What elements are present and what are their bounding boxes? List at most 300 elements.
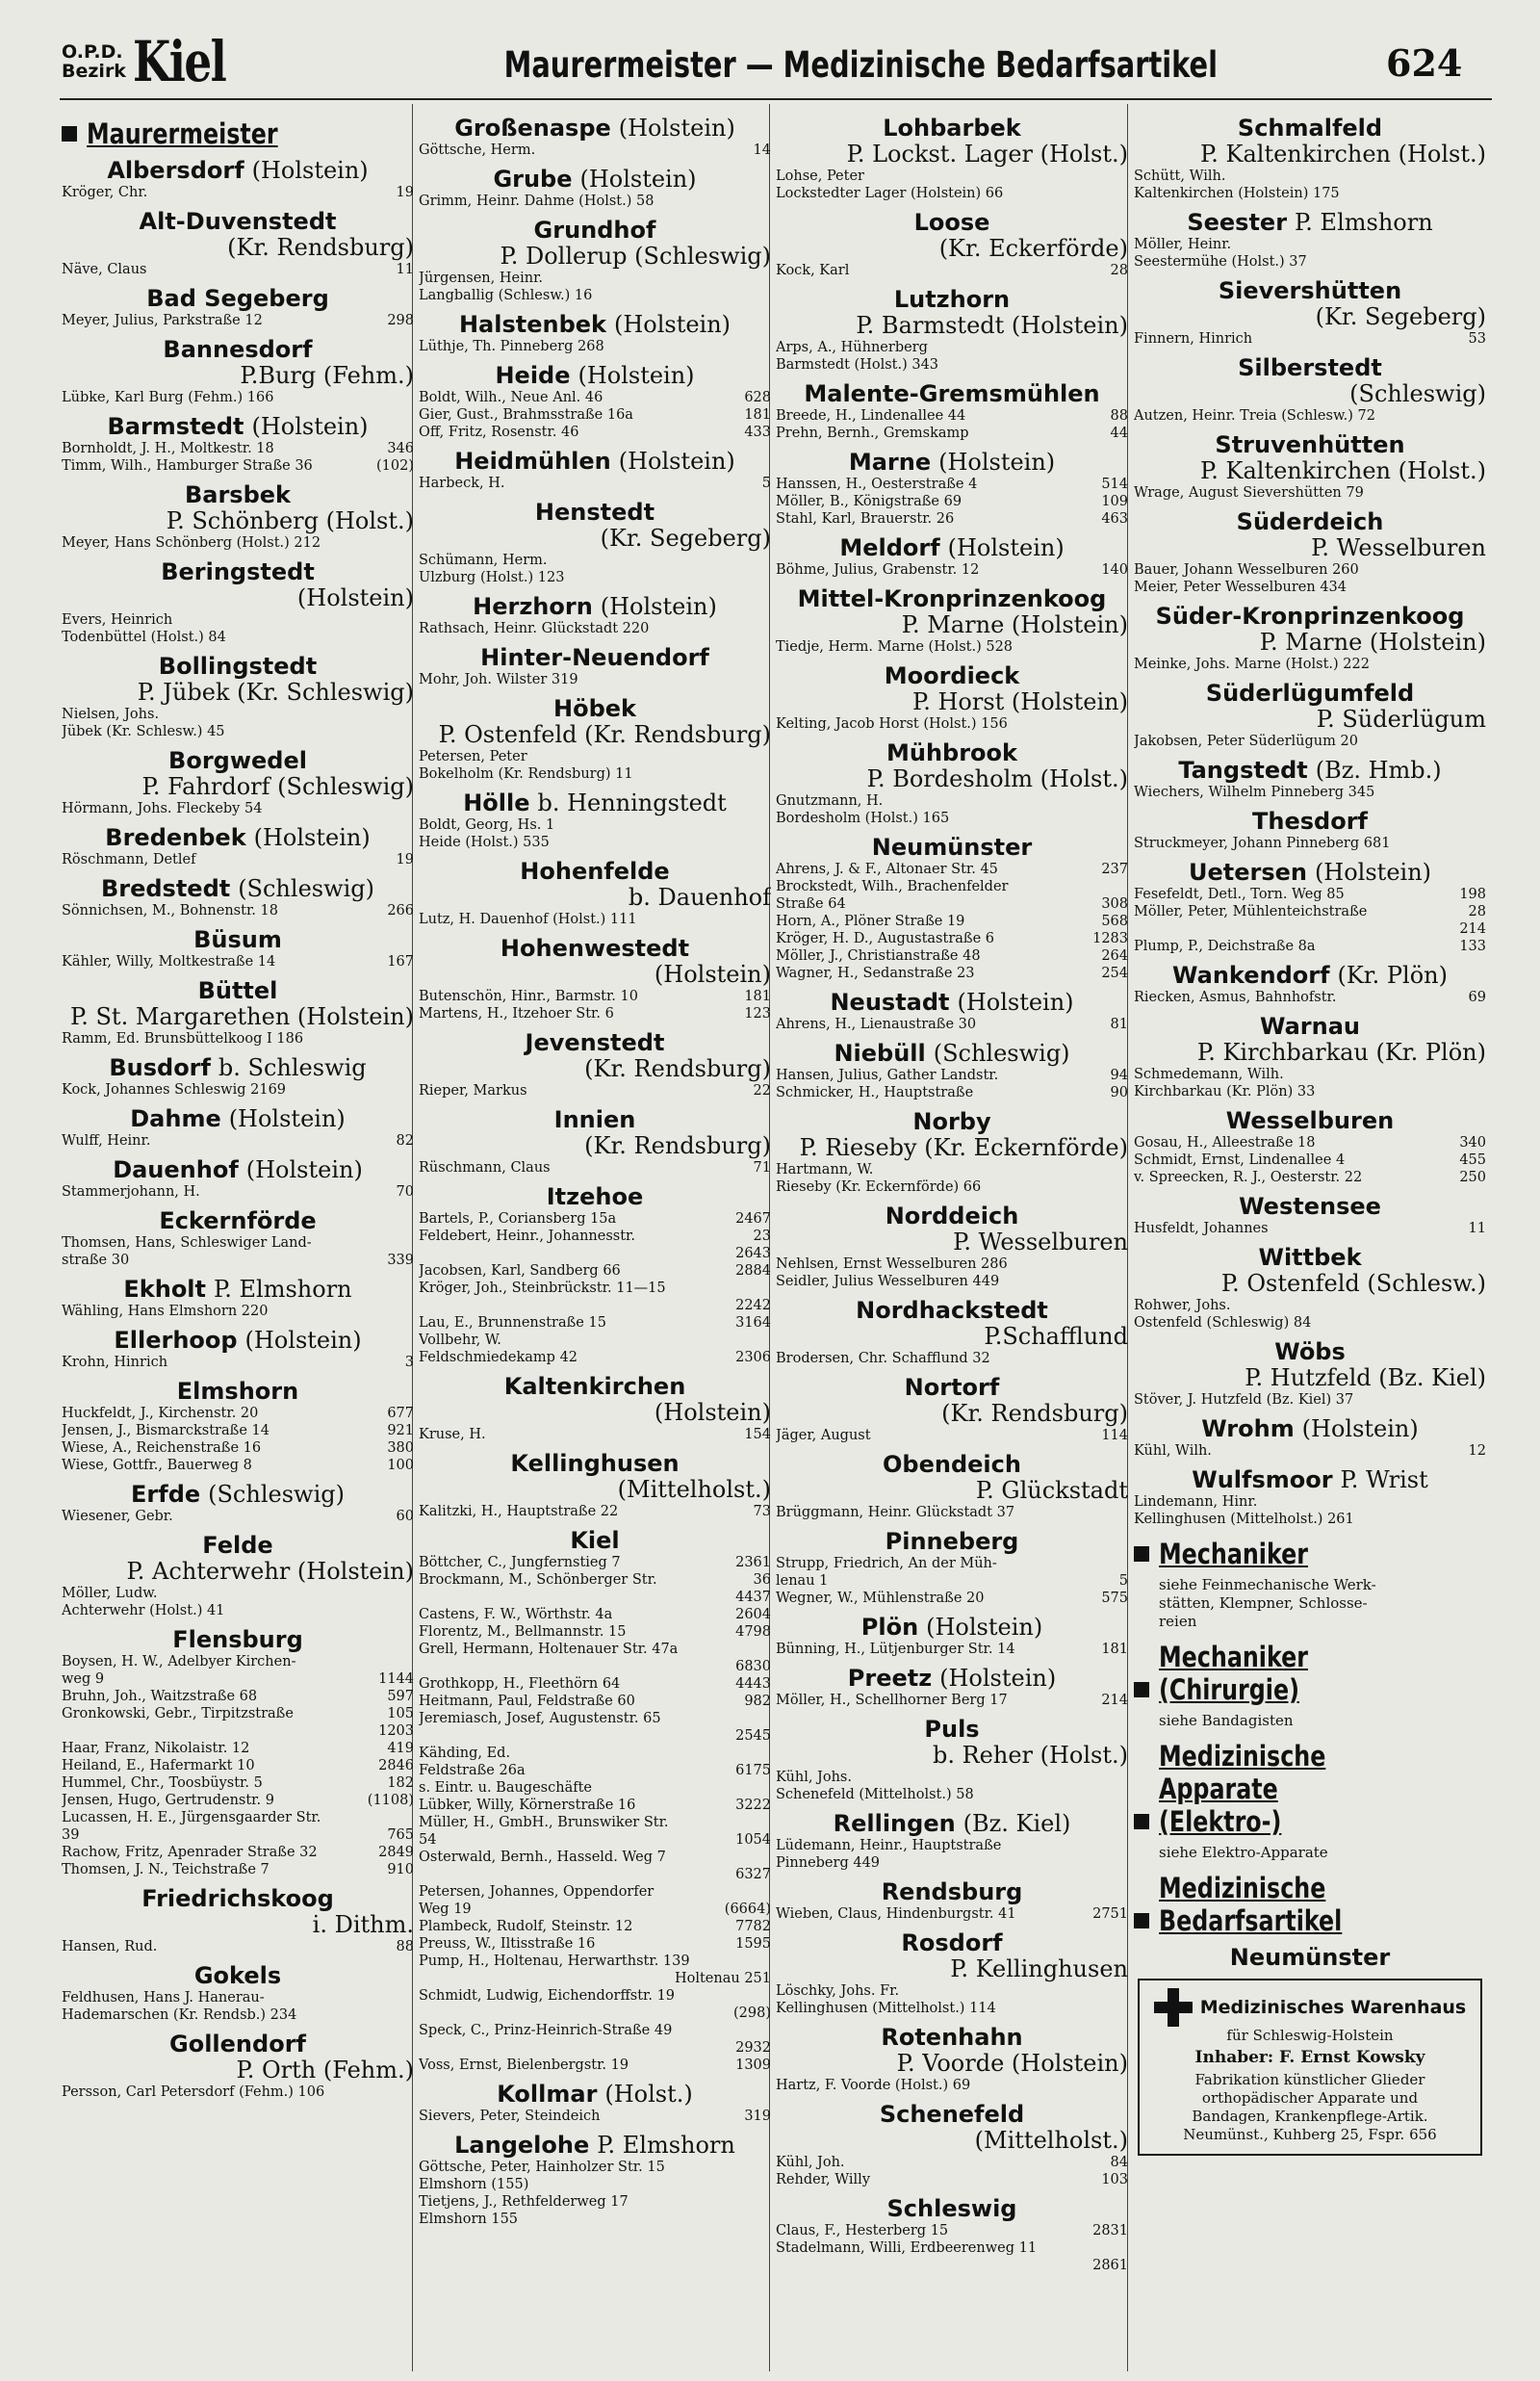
entry-number: 19	[396, 185, 414, 200]
place-qualifier: (Holstein)	[600, 593, 717, 620]
directory-entry	[776, 476, 1128, 493]
entry-number: 36	[753, 1572, 771, 1588]
entry-name: Schütt, Wilh. Kaltenkirchen (Holstein) 175	[1134, 168, 1340, 201]
entry-number: 167	[387, 954, 414, 970]
entry-name: Lübke, Karl Burg (Fehm.) 166	[62, 390, 274, 405]
place-name: Moordieck	[884, 662, 1020, 689]
place-qualifier: (Holstein)	[245, 1156, 363, 1183]
entry-name: Böttcher, C., Jungfernstieg 7	[419, 1555, 621, 1570]
place-heading	[419, 695, 771, 748]
directory-entry	[1134, 1220, 1486, 1237]
entry-name: Sönnichsen, M., Bohnenstr. 18	[62, 903, 278, 919]
place-name: Barsbek	[184, 481, 292, 508]
place-heading	[62, 1054, 414, 1081]
directory-entry	[776, 947, 1128, 965]
place-qualifier: P. Elmshorn	[213, 1276, 352, 1303]
directory-entry	[62, 1792, 414, 1809]
entry-number: Holtenau 251	[674, 1971, 771, 1986]
place-name: Nortorf	[904, 1374, 1000, 1401]
entry-name	[62, 1722, 372, 1740]
entry-name	[419, 2005, 728, 2022]
entry-name: Haar, Franz, Nikolaistr. 12	[62, 1741, 250, 1756]
directory-entry	[419, 1779, 771, 1797]
entry-name	[776, 2257, 1087, 2274]
entry-number: 70	[396, 1184, 414, 1200]
entry-name: Wieben, Claus, Hindenburgstr. 41	[776, 1906, 1016, 1922]
place-name: Heide	[495, 362, 571, 389]
place-heading	[776, 1810, 1128, 1837]
place-heading	[776, 534, 1128, 561]
place-qualifier: (Schleswig)	[933, 1040, 1070, 1067]
entry-name: Harbeck, H.	[419, 476, 505, 491]
entry-name: Hartmann, W. Rieseby (Kr. Eckernförde) 66	[776, 1162, 982, 1195]
entry-name: Möller, Peter, Mühlenteichstraße	[1134, 904, 1368, 919]
directory-entry	[62, 1354, 414, 1371]
directory-entry	[1134, 330, 1486, 348]
place-name: Tangstedt	[1178, 757, 1308, 784]
place-name: Bredenbek	[105, 824, 246, 851]
directory-entry	[1134, 484, 1486, 502]
place-heading	[419, 1106, 771, 1159]
place-qualifier: (Kr. Rendsburg)	[584, 1132, 771, 1159]
directory-entry	[62, 440, 414, 457]
entry-name: Ahrens, J. & F., Altonaer Str. 45	[776, 862, 998, 877]
entry-number: 982	[744, 1694, 771, 1709]
place-qualifier: P. Glückstadt	[975, 1477, 1128, 1504]
place-qualifier: (Holstein)	[654, 961, 771, 988]
place-qualifier: (Holst.)	[604, 2081, 693, 2108]
entry-name: Timm, Wilh., Hamburger Straße 36	[62, 458, 313, 474]
place-qualifier: P. Marne (Holstein)	[901, 611, 1128, 638]
entry-name: Kruse, H.	[419, 1427, 486, 1442]
entry-name: Arps, A., Hühnerberg Barmstedt (Holst.) 343	[776, 340, 939, 373]
directory-entry	[419, 1159, 771, 1177]
page-header	[0, 0, 1540, 100]
entry-name: Pump, H., Holtenau, Herwarthstr. 139	[419, 1954, 690, 1969]
district-city: Kiel	[133, 29, 226, 94]
place-name: Obendeich	[883, 1451, 1021, 1478]
directory-entry	[776, 1273, 1128, 1290]
section-heading	[1134, 1872, 1486, 1937]
entry-number: (6664)	[724, 1902, 771, 1917]
place-name: Marne	[848, 449, 932, 476]
place-heading	[1134, 859, 1486, 886]
directory-entry	[776, 715, 1128, 733]
directory-entry	[776, 2077, 1128, 2094]
place-name: Großenaspe	[454, 115, 611, 142]
entry-number: 765	[387, 1827, 414, 1843]
entry-name	[419, 2039, 730, 2057]
place-heading	[419, 1373, 771, 1426]
directory-entry	[776, 407, 1128, 425]
entry-name: Brockmann, M., Schönberger Str.	[419, 1572, 657, 1588]
entry-name: Florentz, M., Bellmannstr. 15	[419, 1624, 627, 1640]
place-heading	[1134, 115, 1486, 168]
directory-entry	[419, 1935, 771, 1953]
place-heading	[62, 977, 414, 1030]
entry-name: Brüggmann, Heinr. Glückstadt 37	[776, 1505, 1015, 1520]
section-bullet-icon	[62, 126, 77, 142]
place-name: Halstenbek	[458, 311, 606, 338]
entry-number: 921	[387, 1423, 414, 1438]
place-name: Schmalfeld	[1237, 115, 1383, 142]
entry-number: 298	[387, 313, 414, 328]
entry-number: 339	[387, 1253, 414, 1268]
entry-number: 2643	[735, 1246, 771, 1261]
place-heading	[776, 115, 1128, 168]
entry-name: Petersen, Johannes, Oppendorfer Weg 19	[419, 1884, 654, 1917]
place-name: Büttel	[197, 977, 278, 1004]
directory-entry	[62, 800, 414, 817]
place-name: Rosdorf	[901, 1929, 1003, 1956]
place-qualifier: P. Dollerup (Schleswig)	[500, 243, 771, 270]
place-name: Bannesdorf	[163, 336, 313, 363]
section-title: Mechaniker (Chirurgie)	[1159, 1641, 1308, 1706]
place-qualifier: P. Achterwehr (Holstein)	[126, 1558, 414, 1585]
directory-entry	[62, 1457, 414, 1474]
entry-number: 88	[1110, 408, 1128, 424]
entry-number: 266	[387, 903, 414, 919]
directory-column-3	[776, 108, 1128, 2370]
place-name: Flensburg	[172, 1626, 303, 1653]
place-qualifier: (Schleswig)	[208, 1481, 345, 1508]
directory-entry	[419, 988, 771, 1005]
entry-number: 597	[387, 1689, 414, 1704]
place-heading	[1134, 1244, 1486, 1297]
place-qualifier: (Kr. Rendsburg)	[941, 1400, 1128, 1427]
directory-entry	[419, 1571, 771, 1589]
entry-name: Tietjens, J., Rethfelderweg 17 Elmshorn 155	[419, 2194, 629, 2227]
directory-entry	[776, 2257, 1128, 2274]
entry-number: 114	[1101, 1428, 1128, 1443]
place-name: Puls	[924, 1716, 980, 1743]
directory-entry	[419, 1970, 771, 1987]
entry-name: Schümann, Herm. Ulzburg (Holst.) 123	[419, 553, 565, 585]
entry-name: Kühl, Joh.	[776, 2155, 845, 2170]
place-name: Kiel	[570, 1527, 620, 1554]
directory-column-4	[1134, 108, 1486, 2370]
entry-name: Riecken, Asmus, Bahnhofstr.	[1134, 990, 1337, 1005]
place-name: Schleswig	[886, 2195, 1017, 2222]
directory-entry	[776, 2171, 1128, 2188]
entry-name: Gosau, H., Alleestraße 18	[1134, 1135, 1316, 1151]
place-heading	[1134, 1415, 1486, 1442]
place-qualifier: P. St. Margarethen (Holstein)	[69, 1003, 414, 1030]
entry-name: Brodersen, Chr. Schafflund 32	[776, 1351, 990, 1366]
place-qualifier: (Kr. Segeberg)	[600, 525, 771, 552]
place-name: Neumünster	[871, 834, 1033, 861]
entry-number: 28	[1110, 263, 1128, 278]
section-bullet-icon	[1134, 1546, 1149, 1562]
entry-number: 6830	[735, 1659, 771, 1674]
entry-name: Bünning, H., Lütjenburger Str. 14	[776, 1642, 1015, 1657]
entry-number: 4443	[735, 1676, 771, 1692]
directory-entry	[419, 2108, 771, 2125]
entry-number: 19	[396, 852, 414, 867]
entry-name: Kähler, Willy, Moltkestraße 14	[62, 954, 276, 970]
entry-name: Nielsen, Johs. Jübek (Kr. Schlesw.) 45	[62, 707, 225, 739]
place-qualifier: P. Süderlügum	[1316, 706, 1486, 733]
section-title: Medizinische Apparate (Elektro-)	[1159, 1740, 1326, 1838]
place-heading	[419, 858, 771, 911]
directory-entry	[62, 1439, 414, 1457]
place-qualifier: (Kr. Rendsburg)	[227, 234, 414, 261]
place-qualifier: (Holstein)	[579, 166, 697, 193]
place-name: Grube	[493, 166, 573, 193]
entry-name: Wiese, A., Reichenstraße 16	[62, 1440, 262, 1456]
place-heading	[62, 926, 414, 953]
place-heading	[419, 448, 771, 475]
place-name: Mühbrook	[886, 739, 1017, 766]
section-title: Medizinische Bedarfsartikel	[1159, 1872, 1343, 1937]
place-name: Lutzhorn	[893, 286, 1011, 313]
place-qualifier: (Holstein)	[1314, 859, 1432, 886]
directory-entry	[62, 851, 414, 868]
place-qualifier: P. Kaltenkirchen (Holst.)	[1199, 457, 1486, 484]
place-name: Silberstedt	[1238, 354, 1382, 381]
entry-number: 237	[1101, 862, 1128, 877]
entry-name: Wiese, Gottfr., Bauerweg 8	[62, 1458, 252, 1473]
entry-name: Hörmann, Johs. Fleckeby 54	[62, 801, 263, 816]
entry-name	[419, 1297, 730, 1314]
place-name: Norby	[912, 1108, 991, 1135]
entry-name: Kröger, Joh., Steinbrückstr. 11—15	[419, 1281, 666, 1296]
place-qualifier: (Kr. Plön)	[1337, 962, 1448, 989]
entry-number: 82	[396, 1133, 414, 1149]
directory-entry	[419, 552, 771, 586]
place-qualifier: P. Schönberg (Holst.)	[166, 507, 414, 534]
entry-number: 2849	[378, 1845, 414, 1860]
directory-entry	[419, 1814, 771, 1831]
directory-entry	[776, 262, 1128, 279]
entry-number: 23	[753, 1229, 771, 1244]
directory-entry	[62, 1183, 414, 1201]
entry-name: Grothkopp, H., Fleethörn 64	[419, 1676, 621, 1692]
directory-entry	[419, 1589, 771, 1606]
place-qualifier: P. Elmshorn	[1295, 209, 1433, 236]
directory-entry	[419, 193, 771, 210]
entry-name: Näve, Claus	[62, 262, 147, 277]
place-qualifier: P. Kirchbarkau (Kr. Plön)	[1196, 1039, 1486, 1066]
entry-name: Lüdemann, Heinr., Hauptstraße Pinneberg 449	[776, 1838, 1002, 1871]
place-qualifier: P. Wrist	[1340, 1466, 1428, 1493]
entry-number: 3	[404, 1355, 414, 1370]
place-heading	[1134, 354, 1486, 407]
entry-number: 214	[1101, 1693, 1128, 1708]
place-qualifier: b. Henningstedt	[537, 789, 727, 816]
directory-entry	[62, 706, 414, 740]
entry-number: 133	[1459, 939, 1486, 954]
place-heading	[776, 2101, 1128, 2154]
place-heading	[1134, 1193, 1486, 1220]
entry-name: Sievers, Peter, Steindeich	[419, 2109, 601, 2124]
directory-entry	[1134, 733, 1486, 750]
place-name: Alt-Duvenstedt	[139, 208, 337, 235]
place-heading	[419, 593, 771, 620]
directory-entry	[62, 184, 414, 201]
directory-entry	[419, 475, 771, 492]
place-qualifier: P. Hutzfeld (Bz. Kiel)	[1245, 1364, 1486, 1391]
place-heading	[776, 286, 1128, 339]
directory-entry	[1134, 835, 1486, 852]
directory-entry	[419, 406, 771, 424]
entry-name: Hartz, F. Voorde (Holst.) 69	[776, 2078, 971, 2093]
entry-name: Stadelmann, Willi, Erdbeerenweg 11	[776, 2240, 1038, 2256]
directory-entry	[776, 1555, 1128, 1590]
place-heading	[776, 1929, 1128, 1982]
directory-entry	[419, 1693, 771, 1710]
entry-number: (102)	[376, 458, 414, 474]
entry-name: Hansen, Julius, Gather Landstr.	[776, 1068, 999, 1083]
place-name: Malente-Gremsmühlen	[804, 380, 1100, 407]
directory-entry	[1134, 784, 1486, 801]
entry-number: 4437	[735, 1590, 771, 1605]
place-qualifier: P. Elmshorn	[597, 2132, 735, 2159]
entry-name: Jäger, August	[776, 1428, 871, 1443]
entry-name: Böhme, Julius, Grabenstr. 12	[776, 562, 980, 578]
entry-number: 11	[396, 262, 414, 277]
directory-entry	[419, 1503, 771, 1520]
place-name: Ekholt	[123, 1276, 207, 1303]
place-heading	[419, 2132, 771, 2159]
place-heading	[419, 935, 771, 988]
place-name: Wesselburen	[1225, 1107, 1395, 1134]
place-heading	[62, 653, 414, 706]
place-qualifier: P. Bordesholm (Holst.)	[866, 765, 1128, 792]
entry-name: Möller, Heinr. Seestermühe (Holst.) 37	[1134, 237, 1307, 270]
directory-entry	[1134, 168, 1486, 202]
place-heading	[62, 1327, 414, 1354]
directory-entry	[62, 1688, 414, 1705]
entry-number: 105	[387, 1706, 414, 1721]
place-qualifier: (Holstein)	[618, 448, 735, 475]
entry-number: 264	[1101, 948, 1128, 964]
entry-number: 214	[1459, 921, 1486, 937]
place-heading	[62, 1481, 414, 1508]
place-name: Kaltenkirchen	[503, 1373, 686, 1400]
entry-number: 22	[753, 1083, 771, 1099]
place-name: Lohbarbek	[883, 115, 1021, 142]
place-name: Jevenstedt	[525, 1029, 665, 1056]
entry-number: 3222	[735, 1798, 771, 1813]
place-qualifier: (Holstein)	[244, 1327, 362, 1354]
place-qualifier: (Holstein)	[251, 157, 369, 184]
directory-entry	[419, 1262, 771, 1280]
directory-entry	[776, 861, 1128, 878]
directory-entry	[776, 339, 1128, 374]
place-name: Erfde	[131, 1481, 201, 1508]
place-name: Höbek	[553, 695, 636, 722]
directory-column-1	[62, 108, 414, 2370]
entry-name: Plump, P., Deichstraße 8a	[1134, 939, 1316, 954]
place-name: Hohenfelde	[520, 858, 670, 885]
entry-number: 575	[1101, 1591, 1128, 1606]
place-heading	[62, 336, 414, 389]
place-name: Süderlügumfeld	[1205, 680, 1415, 707]
entry-name: Möller, B., Königstraße 69	[776, 494, 962, 509]
place-heading	[62, 413, 414, 440]
entry-name: Kröger, Chr.	[62, 185, 148, 200]
header-rule	[60, 98, 1492, 100]
entry-name: Jeremiasch, Josef, Augustenstr. 65	[419, 1711, 661, 1726]
place-qualifier: i. Dithm.	[312, 1911, 414, 1938]
place-heading	[419, 1527, 771, 1554]
entry-number: 2306	[735, 1350, 771, 1365]
entry-name: s. Eintr. u. Baugeschäfte	[419, 1780, 592, 1796]
place-name: Süderdeich	[1236, 508, 1384, 535]
place-name: Friedrichskoog	[141, 1885, 334, 1912]
place-qualifier: (Holstein)	[578, 362, 695, 389]
entry-name: Göttsche, Peter, Hainholzer Str. 15 Elmshorn (155)	[419, 2160, 665, 2192]
entry-number: 2467	[735, 1211, 771, 1227]
entry-name: Meier, Peter Wesselburen 434	[1134, 580, 1347, 595]
entry-name: Breede, H., Lindenallee 44	[776, 408, 966, 424]
entry-number: 455	[1459, 1152, 1486, 1168]
place-qualifier: (Holstein)	[947, 534, 1065, 561]
entry-number: 1203	[378, 1723, 414, 1739]
entry-name: Ramm, Ed. Brunsbüttelkoog I 186	[62, 1031, 304, 1047]
place-name: Plön	[860, 1614, 919, 1641]
place-name: Wöbs	[1274, 1338, 1346, 1365]
place-heading	[62, 1156, 414, 1183]
place-qualifier: P. Fahrdorf (Schleswig)	[141, 773, 414, 800]
place-heading	[776, 1374, 1128, 1427]
place-name: Langelohe	[454, 2132, 590, 2159]
place-heading	[419, 789, 771, 816]
directory-entry	[62, 1809, 414, 1844]
directory-entry	[419, 1797, 771, 1814]
entry-name: Lübker, Willy, Körnerstraße 16	[419, 1798, 636, 1813]
directory-entry	[776, 1161, 1128, 1196]
entry-name: Lutz, H. Dauenhof (Holst.) 111	[419, 912, 637, 927]
directory-entry	[776, 1692, 1128, 1709]
place-heading	[62, 2031, 414, 2083]
place-heading	[776, 1528, 1128, 1555]
entry-name: Kock, Karl	[776, 263, 850, 278]
entry-name: Kähding, Ed. Feldstraße 26a	[419, 1746, 526, 1778]
entry-number: 14	[753, 142, 771, 158]
place-heading	[62, 1532, 414, 1585]
place-heading	[776, 1451, 1128, 1504]
entry-name: Jensen, J., Bismarckstraße 14	[62, 1423, 270, 1438]
directory-entry	[419, 1866, 771, 1883]
entry-number: 44	[1110, 426, 1128, 441]
place-qualifier: P. Lockst. Lager (Holst.)	[846, 141, 1128, 168]
place-heading	[776, 989, 1128, 1016]
directory-entry	[62, 1234, 414, 1269]
entry-name: Mohr, Joh. Wilster 319	[419, 672, 578, 687]
place-name: Rotenhahn	[881, 2024, 1023, 2051]
entry-name: Hummel, Chr., Toosbüystr. 5	[62, 1775, 263, 1791]
place-qualifier: P. Horst (Holstein)	[911, 688, 1128, 715]
place-name: Nordhackstedt	[856, 1297, 1048, 1324]
directory-entry	[419, 338, 771, 355]
entry-name: Wagner, H., Sedanstraße 23	[776, 966, 975, 981]
entry-name: Brockstedt, Wilh., Brachenfelder Straße 64	[776, 879, 1009, 912]
entry-name: Schmidt, Ernst, Lindenallee 4	[1134, 1152, 1346, 1168]
directory-entry	[776, 1067, 1128, 1084]
entry-number: 90	[1110, 1085, 1128, 1100]
entry-name: Rohwer, Johs. Ostenfeld (Schleswig) 84	[1134, 1298, 1312, 1331]
entry-name	[1134, 920, 1453, 938]
place-heading	[62, 1378, 414, 1405]
place-heading	[1134, 431, 1486, 484]
entry-name: Voss, Ernst, Bielenbergstr. 19	[419, 2057, 629, 2073]
place-heading	[62, 1276, 414, 1303]
place-name: Norddeich	[885, 1203, 1019, 1229]
entry-number: 84	[1110, 2155, 1128, 2170]
entry-number: 11	[1468, 1221, 1486, 1236]
